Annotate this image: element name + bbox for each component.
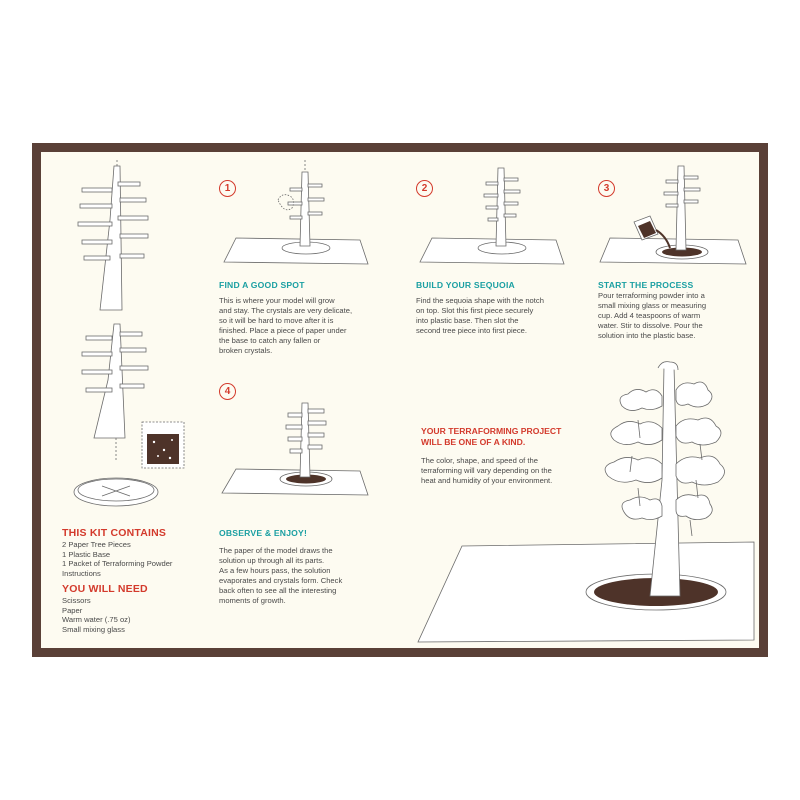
step-2-text: Find the sequoia shape with the notch on top. Slot this first piece securely into plastic base. Then slot the second tree piece into first piece. (416, 296, 544, 336)
step-3-text: Pour terraforming powder into a small mixing glass or measuring cup. Add 4 teaspoons of warm water. Stir to dissolve. Pour the solution into the plastic base. (598, 291, 707, 341)
project-note-title: YOUR TERRAFORMING PROJECT WILL BE ONE OF A KIND. (421, 426, 562, 447)
step-4-illustration (220, 395, 370, 505)
you-will-need-list (62, 596, 131, 634)
step-3-illustration (598, 160, 748, 270)
list-item: Small mixing glass (62, 624, 125, 634)
step-4-title: OBSERVE & ENJOY! (219, 528, 308, 538)
powder-packet-icon (140, 420, 188, 470)
list-item: Scissors (62, 596, 91, 605)
list-item: Instructions (62, 568, 101, 578)
step-1-number: 1 (219, 180, 236, 197)
plastic-base-icon (72, 474, 162, 510)
step-1-title: FIND A GOOD SPOT (219, 280, 305, 290)
you-will-need-title: YOU WILL NEED (62, 583, 148, 595)
list-item: Paper (62, 605, 83, 615)
list-item: 1 Packet of Terraforming Powder (62, 559, 173, 569)
step-1-text: This is where your model will grow and stay. The crystals are very delicate, so it will be hard to move after it is finished. Place a piece of paper under the base to catch any fallen or broken crystals. (219, 296, 353, 356)
project-note-text: The color, shape, and speed of the terraforming will vary depending on the heat and humidity of your environment. (421, 456, 553, 486)
list-item: Warm water (.75 oz) (62, 615, 131, 625)
step-2-title: BUILD YOUR SEQUOIA (416, 280, 515, 290)
mixing-glass-icon (634, 216, 658, 240)
list-item: 1 Plastic Base (62, 549, 111, 559)
step-3-number: 3 (598, 180, 615, 197)
step-2-illustration (416, 160, 566, 270)
step-4-number: 4 (219, 383, 236, 400)
crystal-tree-icon (418, 360, 758, 650)
step-1-illustration (220, 160, 370, 270)
kit-contents-list (62, 540, 172, 578)
paper-tree-piece-icon (70, 160, 170, 320)
kit-contents-title: THIS KIT CONTAINS (62, 527, 167, 539)
list-item: 2 Paper Tree Pieces (62, 540, 131, 549)
step-4-text: The paper of the model draws the solution up through all its parts. As a few hours pass, the solution evaporates and crystals form. Check back often to see all the interesting moments of growth. (219, 546, 343, 606)
step-3-title: START THE PROCESS (598, 280, 694, 290)
step-2-number: 2 (416, 180, 433, 197)
